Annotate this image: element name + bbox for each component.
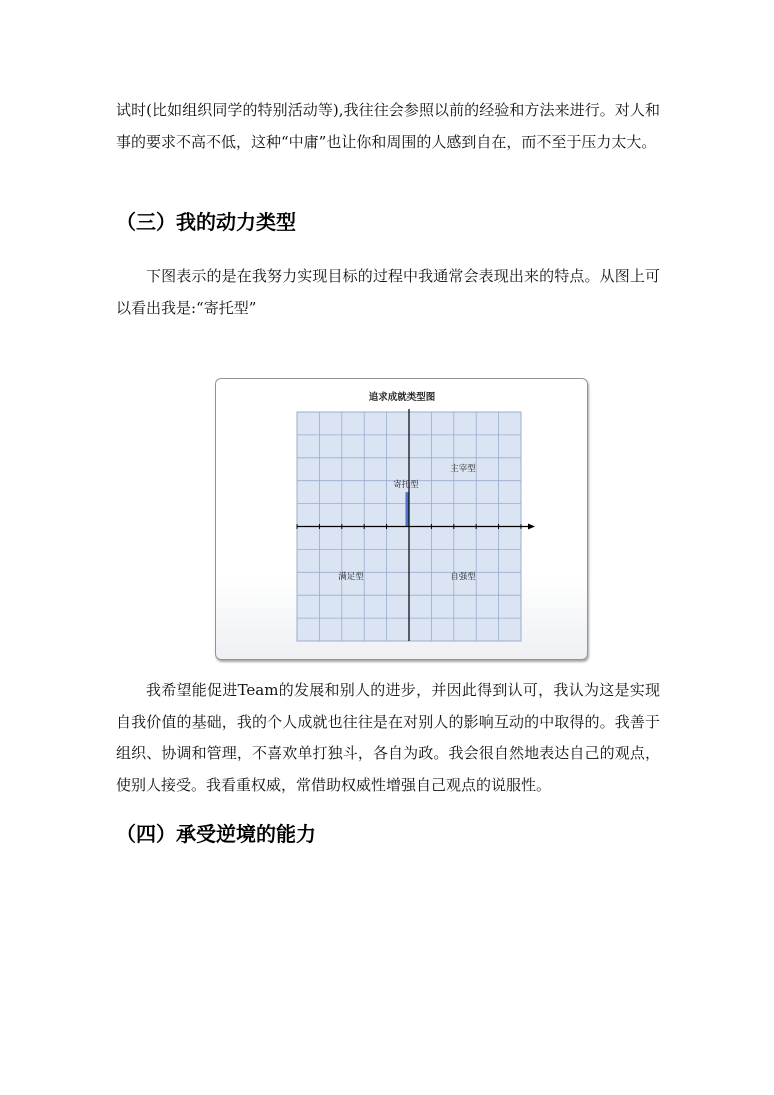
section-heading-4: （四）承受逆境的能力 — [116, 822, 316, 846]
paragraph-2: 下图表示的是在我努力实现目标的过程中我通常会表现出来的特点。从图上可以看出我是:“寄托型” — [116, 267, 660, 317]
quadrant-label-top-left: 寄托型 — [393, 480, 419, 490]
paragraph-1: 试时(比如组织同学的特别活动等),我往往会参照以前的经验和方法来进行。对人和事的要求不高不低，这种“中庸”也让你和周围的人感到自在，而不至于压力太大。 — [116, 101, 660, 151]
section-heading-3: （三）我的动力类型 — [116, 210, 296, 234]
x-axis-arrow — [528, 524, 535, 530]
achievement-type-chart — [215, 378, 588, 660]
chart-title: 追求成就类型图 — [368, 392, 436, 403]
quadrant-label-top-right: 主宰型 — [450, 464, 476, 474]
quadrant-label-bottom-left: 满足型 — [338, 572, 364, 582]
chart-canvas — [216, 379, 589, 661]
bar-0 — [406, 492, 409, 526]
quadrant-label-bottom-right: 自强型 — [450, 572, 476, 582]
paragraph-3: 我希望能促进Team的发展和别人的进步，并因此得到认可，我认为这是实现自我价值的基础，我的个人成就也往往是在对别人的影响互动的中取得的。我善于组织、协调和管理，不喜欢单打独斗，各自为政。我会很自然地表达自己的观点，使别人接受。我看重权威，常借助权威性增强自己观点的说服性。 — [116, 681, 660, 794]
chart-bars — [406, 492, 409, 526]
